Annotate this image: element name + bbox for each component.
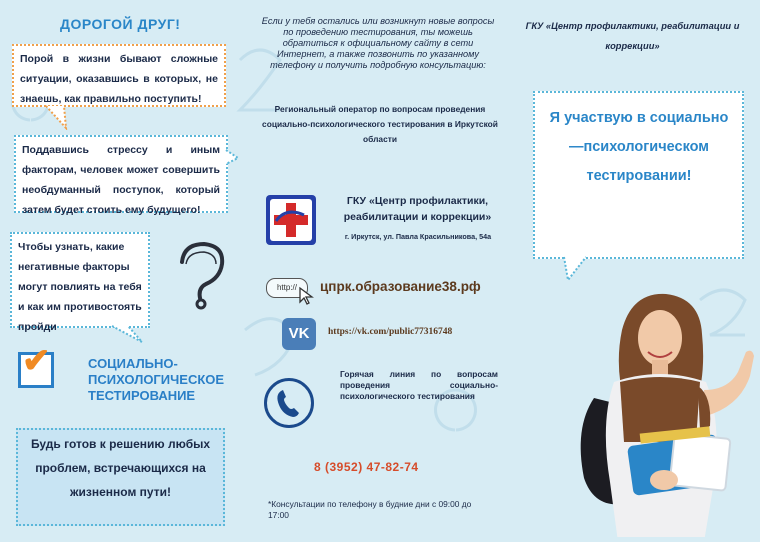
- consultation-note: *Консультации по телефону в будние дни с 09:00 до 17:00: [268, 499, 472, 520]
- callout-tail: [560, 256, 600, 282]
- callout-tail: [110, 324, 146, 344]
- website-link[interactable]: цпрк.образование38.рф: [320, 279, 481, 294]
- handset-icon: [267, 381, 311, 425]
- cross-logo-icon: [266, 195, 316, 245]
- ready-box: [16, 428, 225, 526]
- phone-number[interactable]: 8 (3952) 47-82-74: [314, 460, 419, 474]
- vk-link[interactable]: https://vk.com/public77316748: [328, 327, 453, 337]
- regional-operator-text: Региональный оператор по вопросам проведения социально-психологического тестирования в Иркутской области: [262, 104, 498, 144]
- http-label: http://: [276, 283, 297, 292]
- organization-address: г. Иркутск, ул. Павла Красильникова, 54а: [344, 232, 492, 241]
- intro-callout-text: Порой в жизни бывают сложные ситуации, оказавшись в которых, не знаешь, как правильно поступить!: [20, 53, 218, 105]
- ready-box-text: Будь готов к решению любых проблем, встречающихся на жизненном пути!: [30, 437, 211, 499]
- callout-tail: [210, 148, 240, 168]
- factors-callout-text: Чтобы узнать, какие негативные факторы могут повлиять на тебя и как им противостоять пройди: [18, 241, 142, 333]
- callout-tail: [46, 104, 70, 130]
- stress-callout: [14, 135, 228, 216]
- test-title: СОЦИАЛЬНО-ПСИХОЛОГИЧЕСКОЕ ТЕСТИРОВАНИЕ: [88, 356, 225, 403]
- intro-text: Если у тебя остались или возникнут новые вопросы по проведению тестирования, ты можешь обратиться к официальному сайту в сети Интернет, а также позвонить по указанному телефону и получить подробную консультацию:: [261, 16, 495, 70]
- check-mark-icon: ✔: [22, 342, 51, 380]
- hotline-text: Горячая линия по вопросам проведения социально-психологического тестирования: [340, 369, 498, 401]
- stress-callout-text: Поддавшись стрессу и иным факторам, человек может совершить необдуманный поступок, который затем будет стоить ему будущего!: [22, 144, 220, 216]
- greeting-title: ДОРОГОЙ ДРУГ!: [60, 16, 181, 32]
- organization-name: ГКУ «Центр профилактики, реабилитации и коррекции»: [343, 195, 492, 223]
- factors-callout: [10, 232, 150, 333]
- phone-icon: [264, 378, 314, 428]
- question-mark-icon: [172, 240, 228, 310]
- vk-icon: VK: [282, 318, 316, 350]
- intro-callout: [12, 44, 226, 107]
- organization-logo: [266, 195, 316, 245]
- organization-header: ГКУ «Центр профилактики, реабилитации и коррекции»: [525, 21, 740, 51]
- student-girl-image: [560, 290, 760, 537]
- cursor-icon: [298, 286, 316, 306]
- slogan-text: Я участвую в социально—психологическом тестировании!: [549, 110, 729, 184]
